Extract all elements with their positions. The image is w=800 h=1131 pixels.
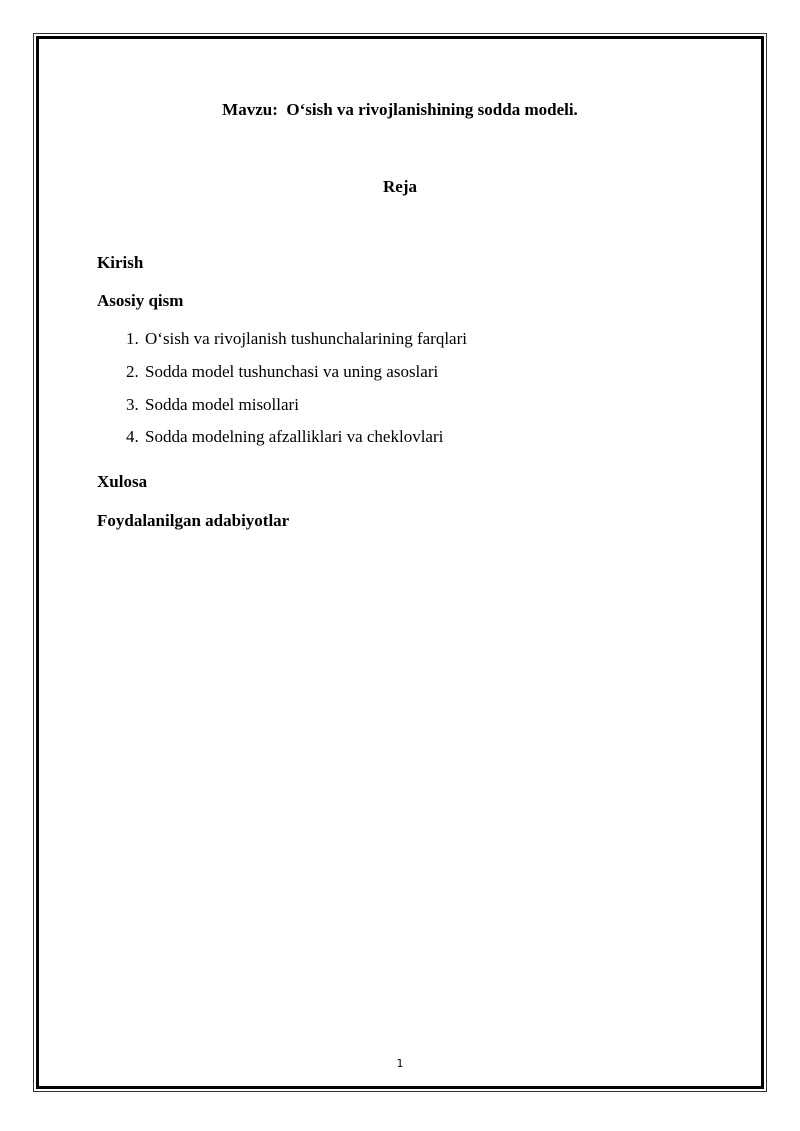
list-number: 1.: [126, 329, 139, 348]
section-conclusion: Xulosa: [97, 472, 148, 491]
list-text: O‘sish va rivojlanish tushunchalarining farqlari: [145, 329, 467, 348]
list-number: 2.: [126, 362, 139, 381]
list-item: [126, 362, 438, 382]
section-references: Foydalanilgan adabiyotlar: [97, 511, 290, 530]
list-text: Sodda modelning afzalliklari va cheklovlari: [145, 427, 444, 446]
list-number: 4.: [126, 427, 139, 446]
list-item: [126, 329, 467, 349]
list-number: 3.: [126, 395, 139, 414]
list-item: [126, 427, 443, 447]
section-intro: Kirish: [97, 253, 144, 272]
list-text: Sodda model misollari: [145, 395, 299, 414]
document-title: Mavzu: O‘sish va rivojlanishining sodda modeli.: [222, 100, 578, 119]
list-item: [126, 395, 299, 415]
plan-heading: Reja: [383, 177, 417, 196]
list-text: Sodda model tushunchasi va uning asoslari: [145, 362, 439, 381]
page-number: 1: [396, 1057, 404, 1070]
section-main-part: Asosiy qism: [97, 291, 184, 310]
